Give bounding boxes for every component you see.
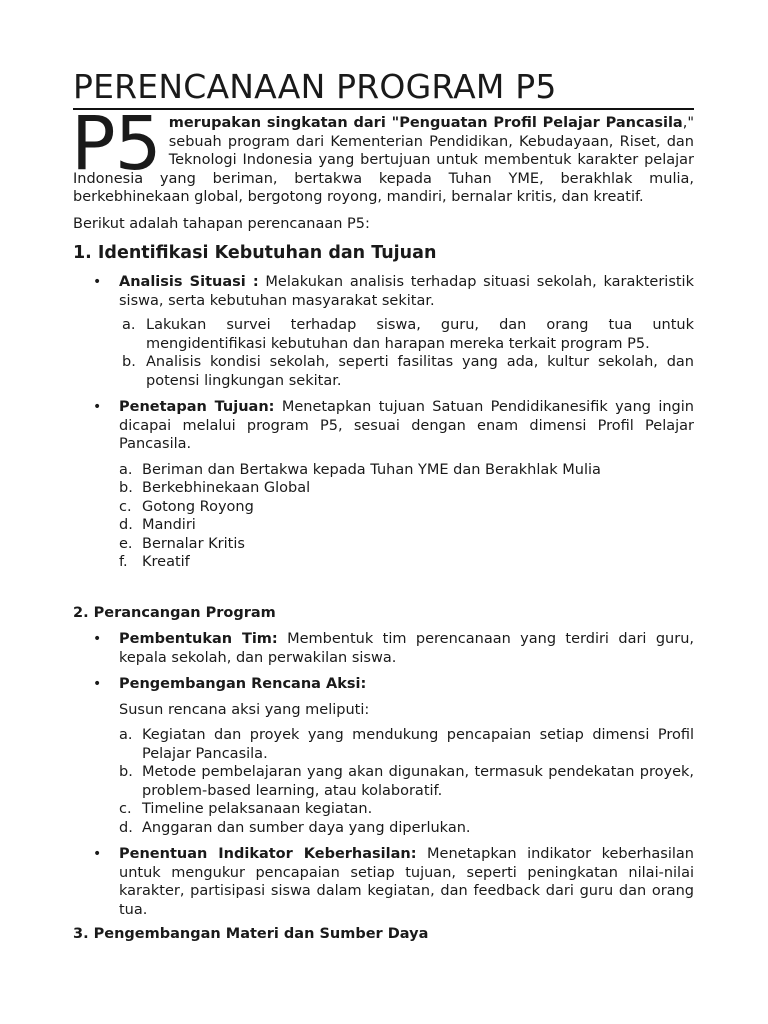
list-item bbox=[119, 516, 694, 535]
bullet-analisis-situasi bbox=[73, 273, 694, 390]
list-item-text: Timeline pelaksanaan kegiatan. bbox=[142, 801, 373, 817]
list-marker: a. bbox=[119, 727, 133, 743]
list-item bbox=[119, 553, 694, 572]
list-item bbox=[119, 479, 694, 498]
list-item bbox=[119, 763, 694, 800]
list-item-text: Anggaran dan sumber daya yang diperlukan. bbox=[142, 819, 471, 836]
bullet-dot: • bbox=[93, 631, 102, 647]
list-marker: d. bbox=[119, 517, 133, 533]
lead-paragraph: Berikut adalah tahapan perencanaan P5: bbox=[73, 215, 370, 232]
list-item-text: Bernalar Kritis bbox=[142, 535, 245, 552]
list-marker: c. bbox=[119, 801, 132, 817]
bullet-dot: • bbox=[93, 676, 102, 692]
analisis-sublist bbox=[119, 316, 694, 390]
list-marker: b. bbox=[122, 354, 136, 370]
list-item-text: Gotong Royong bbox=[142, 498, 254, 515]
list-item-text: Berkebhinekaan Global bbox=[142, 480, 311, 496]
list-item bbox=[119, 353, 694, 390]
bullet-label: Analisis Situasi : bbox=[119, 274, 259, 290]
list-item-text: Kreatif bbox=[142, 554, 190, 570]
bullet-text bbox=[119, 398, 694, 454]
bullet-subtext: Susun rencana aksi yang meliputi: bbox=[119, 701, 370, 718]
bullet-rencana-aksi bbox=[73, 675, 694, 837]
list-item bbox=[119, 498, 694, 517]
list-item-text: Metode pembelajaran yang akan digunakan, termasuk pendekatan proyek, problem-based learning, atau kolaboratif. bbox=[142, 764, 694, 799]
bullet-body: Menetapkan indikator keberhasilan untuk mengukur pencapaian setiap tujuan, seperti peningkatan nilai-nilai karakter, partisipasi siswa dalam kegiatan, dan feedback dari guru dan orang tua. bbox=[119, 846, 694, 918]
list-marker: a. bbox=[119, 461, 133, 478]
section-1-bullets bbox=[73, 273, 694, 572]
list-item bbox=[119, 316, 694, 353]
bullet-text bbox=[119, 845, 694, 919]
dimensi-sublist bbox=[119, 461, 694, 572]
list-marker: c. bbox=[119, 498, 132, 515]
bullet-label: Penentuan Indikator Keberhasilan: bbox=[119, 846, 417, 862]
section-3-heading: 3. Pengembangan Materi dan Sumber Daya bbox=[73, 926, 429, 942]
rencana-sublist bbox=[119, 726, 694, 837]
list-item bbox=[119, 535, 694, 554]
bullet-pembentukan-tim bbox=[73, 630, 694, 667]
section-1-heading: 1. Identifikasi Kebutuhan dan Tujuan bbox=[73, 243, 437, 263]
document-title: PERENCANAAN PROGRAM P5 bbox=[73, 66, 694, 110]
bullet-penetapan-tujuan bbox=[73, 398, 694, 572]
bullet-body: Menetapkan tujuan Satuan Pendidikanesifik yang ingin dicapai melalui program P5, sesuai dengan enam dimensi Profil Pelajar Pancasila. bbox=[119, 399, 694, 452]
list-marker: e. bbox=[119, 535, 133, 552]
bullet-text bbox=[119, 675, 694, 694]
bullet-label: Penetapan Tujuan: bbox=[119, 399, 275, 415]
bullet-dot: • bbox=[93, 274, 102, 290]
intro-paragraph bbox=[71, 101, 694, 207]
list-marker: b. bbox=[119, 764, 133, 780]
list-item-text: Lakukan survei terhadap siswa, guru, dan orang tua untuk mengidentifikasi kebutuhan dan harapan mereka terkait program P5. bbox=[146, 317, 694, 352]
list-item-text: Analisis kondisi sekolah, seperti fasilitas yang ada, kultur sekolah, dan potensi lingkungan sekitar. bbox=[146, 354, 694, 389]
bullet-body: Membentuk tim perencanaan yang terdiri dari guru, kepala sekolah, dan perwakilan siswa. bbox=[119, 631, 694, 666]
list-item bbox=[119, 461, 694, 480]
bullet-text bbox=[119, 273, 694, 310]
list-item-text: Kegiatan dan proyek yang mendukung pencapaian setiap dimensi Profil Pelajar Pancasila. bbox=[142, 727, 694, 762]
section-2-bullets bbox=[73, 630, 694, 919]
bullet-indikator bbox=[73, 845, 694, 919]
intro-bold-lead: merupakan singkatan dari "Penguatan Profil Pelajar Pancasila bbox=[168, 115, 683, 131]
list-item-text: Mandiri bbox=[142, 517, 196, 533]
bullet-body: Melakukan analisis terhadap situasi sekolah, karakteristik siswa, serta kebutuhan masyarakat sekitar. bbox=[119, 274, 694, 309]
bullet-text bbox=[119, 630, 694, 667]
bullet-dot: • bbox=[93, 399, 102, 415]
list-marker: a. bbox=[122, 317, 136, 333]
list-item bbox=[119, 726, 694, 763]
list-marker: b. bbox=[119, 480, 133, 496]
list-item-text: Beriman dan Bertakwa kepada Tuhan YME dan Berakhlak Mulia bbox=[142, 461, 601, 478]
bullet-label: Pengembangan Rencana Aksi: bbox=[119, 676, 367, 692]
bullet-label: Pembentukan Tim: bbox=[119, 631, 278, 647]
section-2-heading: 2. Perancangan Program bbox=[73, 604, 276, 621]
list-marker: f. bbox=[119, 554, 128, 570]
list-item bbox=[119, 819, 694, 838]
bullet-dot: • bbox=[93, 846, 102, 862]
intro-text: ," sebuah program dari Kementerian Pendidikan, Kebudayaan, Riset, dan Teknologi Indonesia yang bertujuan untuk membentuk karakter pelajar Indonesia yang beriman, bertakwa kepada Tuhan YME, berakhlak mulia, berkebhinekaan global, bergotong royong, mandiri, bernalar kritis, dan kreatif. bbox=[73, 115, 694, 205]
list-item bbox=[119, 800, 694, 819]
list-marker: d. bbox=[119, 819, 133, 836]
drop-cap: P5 bbox=[71, 101, 161, 187]
